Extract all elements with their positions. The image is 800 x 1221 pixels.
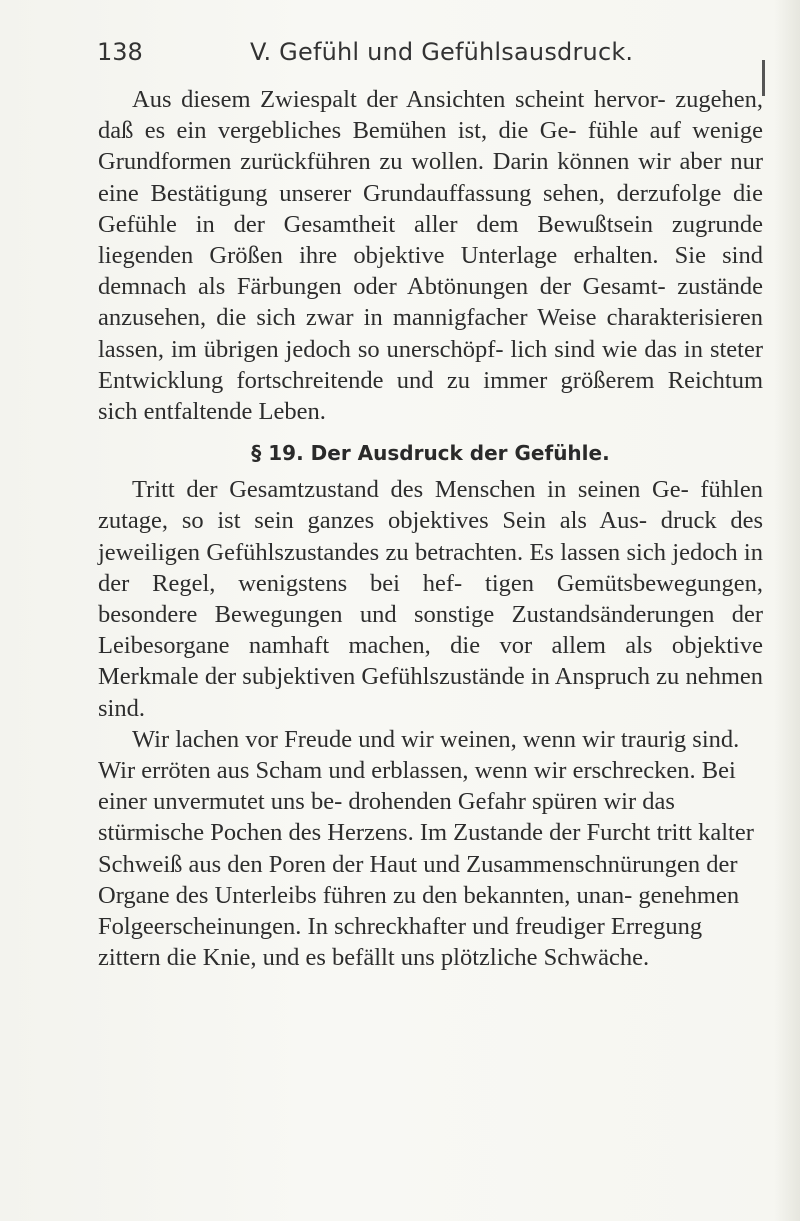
paragraph-2: Tritt der Gesamtzustand des Menschen in seinen Ge- fühlen zutage, so ist sein ganzes objektives Sein als Aus- druck des jeweiligen Gefühlszustandes zu betrachten. Es lassen sich jedoch in der Regel, wenigstens bei hef- tigen Gemütsbewegungen, besondere Bewegungen und sonstige Zustandsänderungen der Leibesorgane namhaft machen, die vor allem als objektive Merkmale der subjektiven Gefühlszustände in Anspruch zu nehmen sind. bbox=[98, 476, 763, 722]
running-title: V. Gefühl und Gefühlsausdruck. bbox=[250, 38, 634, 66]
paragraph-3: Wir lachen vor Freude und wir weinen, wenn wir traurig sind. Wir erröten aus Scham und erblassen, wenn wir erschrecken. Bei einer unvermutet uns be- drohenden Gefahr spüren wir das stürmische Pochen des Herzens. Im Zustande der Furcht tritt kalter Schweiß aus den Poren der Haut und Zusammenschnürungen der Organe des Unterleibs führen zu den bekannten, unan- genehmen Folgeerscheinungen. In schreckhafter und freudiger Erregung zittern die Knie, und es befällt uns plötzliche Schwäche. bbox=[98, 725, 754, 972]
section-heading: § 19. Der Ausdruck der Gefühle. bbox=[251, 441, 610, 466]
page-edge-shadow bbox=[774, 0, 800, 1221]
paragraph-1: Aus diesem Zwiespalt der Ansichten scheint hervor- zugehen, daß es ein vergebliches Bemühen ist, die Ge- fühle auf wenige Grundformen zurückführen zu wollen. Darin können wir aber nur eine Bestätigung unserer Grundauffassung sehen, derzufolge die Gefühle in der Gesamtheit aller dem Bewußtsein zugrunde liegenden Größen ihre objektive Unterlage erhalten. Sie sind demnach als Färbungen oder Abtönungen der Gesamt- zustände anzusehen, die sich zwar in mannigfacher Weise charakterisieren lassen, im übrigen jedoch so unerschöpf- lich sind wie das in steter Entwicklung fortschreitende und zu immer größerem Reichtum sich entfaltende Leben. bbox=[98, 86, 763, 426]
body-text bbox=[98, 84, 763, 973]
page-number: 138 bbox=[97, 38, 143, 66]
page-header bbox=[97, 38, 657, 72]
